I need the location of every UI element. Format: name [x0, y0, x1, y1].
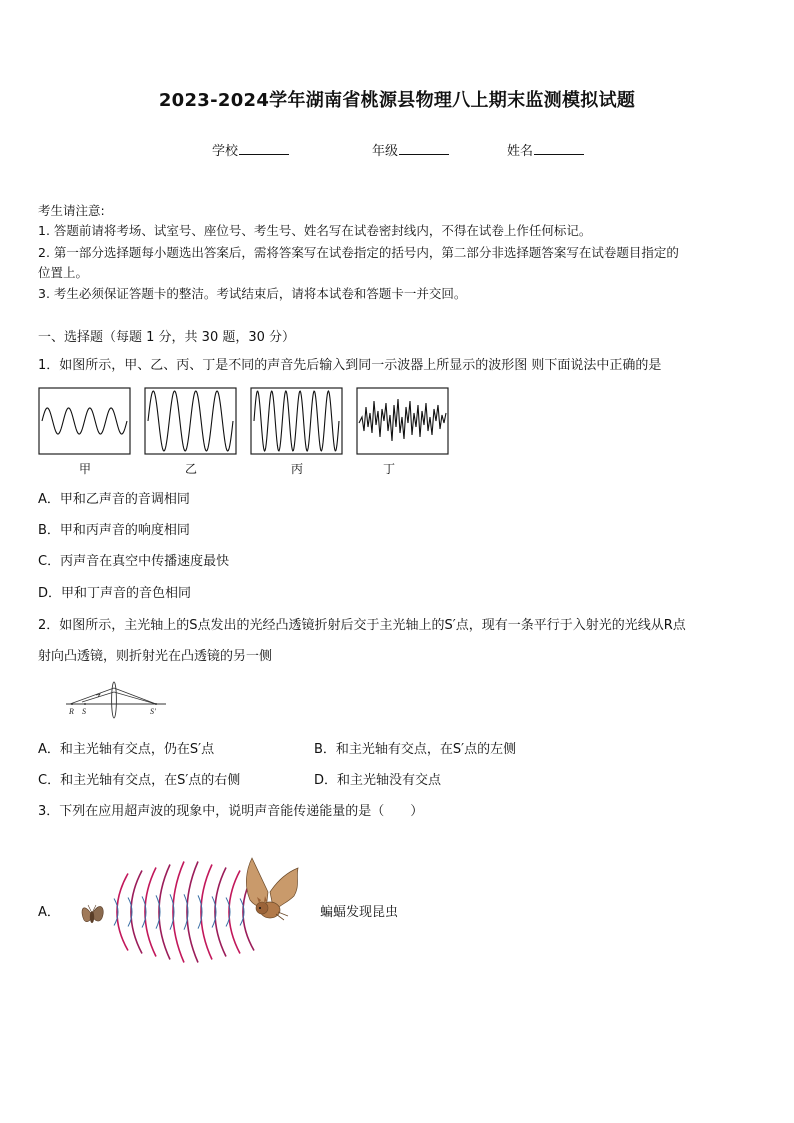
- wave-label-yi: 乙: [184, 462, 197, 476]
- bat-icon: [246, 858, 298, 920]
- section-title: 一、选择题（每题 1 分，共 30 题，30 分）: [38, 330, 296, 345]
- q2-option-b[interactable]: B．和主光轴有交点，在S′点的左侧: [314, 742, 517, 757]
- name-blank[interactable]: [534, 143, 584, 155]
- grade-label: 年级: [372, 144, 399, 159]
- ultrasound-waves-icon: [114, 862, 254, 963]
- name-label: 姓名: [507, 144, 534, 159]
- grade-blank[interactable]: [399, 143, 449, 155]
- s-prime-point-label: S′: [150, 707, 156, 716]
- wave-arc: [131, 871, 142, 954]
- r-point-label: R: [69, 707, 74, 716]
- wave-label-jia: 甲: [78, 462, 91, 476]
- q1-option-b[interactable]: B．甲和丙声音的响度相同: [38, 523, 190, 538]
- wave-bing: [251, 388, 342, 454]
- school-blank[interactable]: [239, 143, 289, 155]
- notice-item-2-cont: 位置上。: [38, 265, 89, 280]
- wave-label-bing: 丙: [290, 462, 303, 476]
- wave-arc: [201, 865, 212, 960]
- name-field[interactable]: [507, 140, 584, 159]
- q2-lens-figure: [64, 678, 168, 720]
- q3-stem: 3．下列在应用超声波的现象中，说明声音能传递能量的是（ ）: [38, 804, 424, 819]
- notice-item-2: 2. 第一部分选择题每小题选出答案后，需将答案写在试卷指定的括号内，第二部分非选择题答案写在试卷题目指定的: [38, 245, 679, 260]
- bat-echolocation-figure: [70, 848, 310, 976]
- q1-option-d[interactable]: D．甲和丁声音的音色相同: [38, 586, 192, 601]
- q2-option-d[interactable]: D．和主光轴没有交点: [314, 773, 442, 788]
- q1-waveforms-figure: [38, 387, 450, 457]
- grade-field[interactable]: [372, 140, 449, 159]
- wave-arc: [215, 868, 226, 957]
- wave-jia: [39, 388, 130, 454]
- s-point-label: S: [82, 707, 86, 716]
- q2-stem-line1: 2．如图所示，主光轴上的S点发出的光经凸透镜折射后交于主光轴上的S′点，现有一条平行于入射光的光线从R点: [38, 618, 686, 633]
- moth-icon: [82, 905, 103, 923]
- wave-arc: [229, 871, 240, 954]
- wave-arc: [159, 865, 170, 960]
- notice-item-1: 1. 答题前请将考场、试室号、座位号、考生号、姓名写在试卷密封线内，不得在试卷上作任何标记。: [38, 223, 592, 238]
- wave-arc: [187, 862, 198, 963]
- notice-heading: 考生请注意:: [38, 203, 105, 218]
- convex-lens-icon: [112, 682, 117, 718]
- q1-option-c[interactable]: C．丙声音在真空中传播速度最快: [38, 554, 230, 569]
- page-title: 2023-2024学年湖南省桃源县物理八上期末监测模拟试题: [158, 90, 636, 111]
- wave-arc: [173, 862, 184, 963]
- wave-arc: [117, 874, 128, 951]
- q1-stem: 1．如图所示，甲、乙、丙、丁是不同的声音先后输入到同一示波器上所显示的波形图 则下面说法中正确的是: [38, 358, 662, 373]
- q3-option-a-letter[interactable]: A．: [38, 905, 60, 920]
- notice-item-3: 3. 考生必须保证答题卡的整洁。考试结束后，请将本试卷和答题卡一并交回。: [38, 286, 467, 301]
- wave-yi: [145, 388, 236, 454]
- wave-label-ding: 丁: [382, 462, 395, 476]
- school-label: 学校: [212, 144, 239, 159]
- wave-arc: [145, 868, 156, 957]
- q2-option-c[interactable]: C．和主光轴有交点，在S′点的右侧: [38, 773, 241, 788]
- school-field[interactable]: [212, 140, 289, 159]
- q2-stem-line2: 射向凸透镜，则折射光在凸透镜的另一侧: [38, 649, 273, 664]
- q1-option-a[interactable]: A．甲和乙声音的音调相同: [38, 492, 190, 507]
- q3-option-a-caption[interactable]: 蝙蝠发现昆虫: [320, 905, 399, 920]
- wave-ding: [357, 388, 448, 454]
- q2-option-a[interactable]: A．和主光轴有交点，仍在S′点: [38, 742, 215, 757]
